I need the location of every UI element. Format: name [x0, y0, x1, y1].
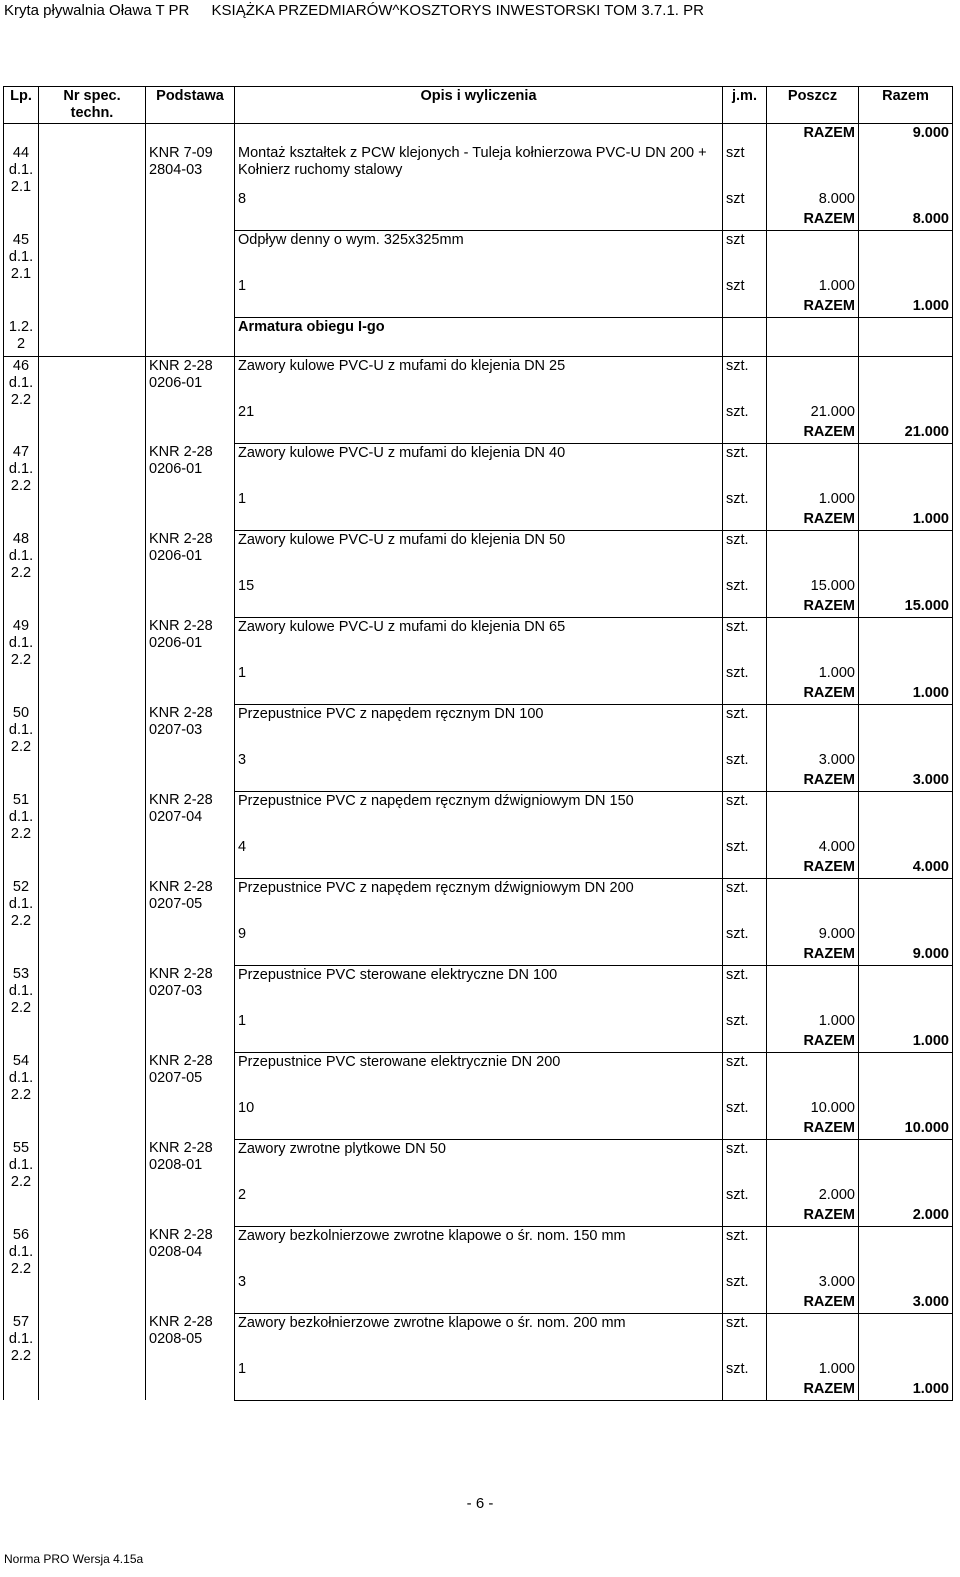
calc-unit: szt: [723, 190, 767, 210]
sum-label: RAZEM: [767, 858, 859, 879]
item-basis: KNR 2-28 0207-05: [146, 1052, 235, 1139]
item-description: Przepustnice PVC z napędem ręcznym dźwigniowym DN 200: [235, 878, 723, 925]
sum-label: RAZEM: [767, 423, 859, 444]
carry-row: [4, 124, 953, 145]
item-row: [4, 144, 953, 190]
calc-value: 3.000: [767, 1273, 859, 1293]
item-basis: KNR 2-28 0207-05: [146, 878, 235, 965]
calc-expression: 2: [235, 1186, 723, 1206]
calc-value: 15.000: [767, 577, 859, 597]
calc-value: 4.000: [767, 838, 859, 858]
calc-unit: szt: [723, 277, 767, 297]
sum-label: RAZEM: [767, 684, 859, 705]
calc-unit: szt.: [723, 751, 767, 771]
item-row: [4, 231, 953, 278]
page-header: [4, 2, 722, 19]
section-lp: 1.2. 2: [4, 318, 39, 357]
calc-value: 2.000: [767, 1186, 859, 1206]
item-basis: KNR 2-28 0208-01: [146, 1139, 235, 1226]
item-lp: 57 d.1. 2.2: [4, 1313, 39, 1400]
item-unit: szt.: [723, 530, 767, 577]
sum-value: 9.000: [859, 945, 953, 966]
calc-expression: 21: [235, 403, 723, 423]
item-unit: szt.: [723, 1226, 767, 1273]
calc-value: 1.000: [767, 1360, 859, 1380]
calc-expression: 9: [235, 925, 723, 945]
calc-expression: 10: [235, 1099, 723, 1119]
calc-expression: 1: [235, 490, 723, 510]
calc-value: 3.000: [767, 751, 859, 771]
item-unit: szt.: [723, 1052, 767, 1099]
item-row: [4, 1139, 953, 1186]
sum-value: 4.000: [859, 858, 953, 879]
item-unit: szt.: [723, 443, 767, 490]
item-unit: szt.: [723, 1313, 767, 1360]
item-lp: 48 d.1. 2.2: [4, 530, 39, 617]
item-basis: [146, 231, 235, 318]
sum-value: 1.000: [859, 684, 953, 705]
item-description: Zawory bezkołnierzowe zwrotne klapowe o śr. nom. 200 mm: [235, 1313, 723, 1360]
calc-unit: szt.: [723, 1099, 767, 1119]
item-unit: szt.: [723, 1139, 767, 1186]
item-description: Przepustnice PVC sterowane elektryczne DN 100: [235, 965, 723, 1012]
calc-unit: szt.: [723, 1186, 767, 1206]
item-basis: KNR 2-28 0206-01: [146, 356, 235, 443]
col-partial: Poszcz: [767, 87, 859, 124]
col-lp: Lp.: [4, 87, 39, 124]
sum-value: 1.000: [859, 297, 953, 318]
calc-value: 1.000: [767, 664, 859, 684]
calc-value: 9.000: [767, 925, 859, 945]
section-row: [4, 318, 953, 357]
calc-expression: 3: [235, 1273, 723, 1293]
calc-expression: 4: [235, 838, 723, 858]
item-lp: 53 d.1. 2.2: [4, 965, 39, 1052]
col-total: Razem: [859, 87, 953, 124]
calc-unit: szt.: [723, 1360, 767, 1380]
item-row: [4, 704, 953, 751]
item-lp: 44 d.1. 2.1: [4, 144, 39, 231]
item-lp: 50 d.1. 2.2: [4, 704, 39, 791]
item-description: Przepustnice PVC z napędem ręcznym dźwigniowym DN 150: [235, 791, 723, 838]
item-row: [4, 1313, 953, 1360]
sum-value: 1.000: [859, 1380, 953, 1401]
item-row: [4, 356, 953, 403]
item-description: Przepustnice PVC z napędem ręcznym DN 100: [235, 704, 723, 751]
calc-expression: 15: [235, 577, 723, 597]
calc-expression: 1: [235, 277, 723, 297]
sum-label: RAZEM: [767, 771, 859, 792]
sum-label: RAZEM: [767, 1119, 859, 1140]
item-lp: 52 d.1. 2.2: [4, 878, 39, 965]
sum-label: RAZEM: [767, 1032, 859, 1053]
item-row: [4, 1226, 953, 1273]
item-basis: KNR 7-09 2804-03: [146, 144, 235, 231]
col-unit: j.m.: [723, 87, 767, 124]
item-row: [4, 878, 953, 925]
sum-value: 3.000: [859, 771, 953, 792]
calc-expression: 1: [235, 664, 723, 684]
item-description: Przepustnice PVC sterowane elektrycznie DN 200: [235, 1052, 723, 1099]
sum-value: 1.000: [859, 510, 953, 531]
calc-value: 1.000: [767, 490, 859, 510]
item-basis: KNR 2-28 0207-04: [146, 791, 235, 878]
sum-label: RAZEM: [767, 1380, 859, 1401]
calc-value: 10.000: [767, 1099, 859, 1119]
col-desc: Opis i wyliczenia: [235, 87, 723, 124]
calc-unit: szt.: [723, 577, 767, 597]
calc-unit: szt.: [723, 664, 767, 684]
item-row: [4, 965, 953, 1012]
item-lp: 55 d.1. 2.2: [4, 1139, 39, 1226]
carry-total: 9.000: [859, 124, 953, 145]
document-title: KSIĄŻKA PRZEDMIARÓW^KOSZTORYS INWESTORSKI TOM 3.7.1. PR: [211, 2, 704, 19]
item-unit: szt.: [723, 791, 767, 838]
carry-label: RAZEM: [767, 124, 859, 145]
sum-value: 2.000: [859, 1206, 953, 1227]
sum-label: RAZEM: [767, 1293, 859, 1314]
calc-expression: 1: [235, 1012, 723, 1032]
item-unit: szt.: [723, 356, 767, 403]
calc-expression: 8: [235, 190, 723, 210]
calc-value: 1.000: [767, 277, 859, 297]
sum-value: 10.000: [859, 1119, 953, 1140]
item-lp: 47 d.1. 2.2: [4, 443, 39, 530]
sum-label: RAZEM: [767, 945, 859, 966]
calc-unit: szt.: [723, 403, 767, 423]
item-description: Zawory kulowe PVC-U z mufami do klejenia DN 40: [235, 443, 723, 490]
calc-value: 1.000: [767, 1012, 859, 1032]
calc-unit: szt.: [723, 838, 767, 858]
item-unit: szt.: [723, 878, 767, 925]
item-description: Zawory kulowe PVC-U z mufami do klejenia DN 50: [235, 530, 723, 577]
item-unit: szt.: [723, 965, 767, 1012]
project-title: Kryta pływalnia Oława T PR: [4, 2, 190, 19]
item-basis: KNR 2-28 0206-01: [146, 530, 235, 617]
calc-unit: szt.: [723, 925, 767, 945]
calc-unit: szt.: [723, 490, 767, 510]
item-row: [4, 791, 953, 838]
item-unit: szt: [723, 231, 767, 278]
sum-value: 15.000: [859, 597, 953, 618]
item-basis: KNR 2-28 0207-03: [146, 704, 235, 791]
item-lp: 46 d.1. 2.2: [4, 356, 39, 443]
col-spec: Nr spec. techn.: [39, 87, 146, 124]
calc-value: 8.000: [767, 190, 859, 210]
calc-unit: szt.: [723, 1012, 767, 1032]
calc-value: 21.000: [767, 403, 859, 423]
item-basis: KNR 2-28 0206-01: [146, 617, 235, 704]
page-number: - 6 -: [466, 1495, 494, 1512]
sum-label: RAZEM: [767, 510, 859, 531]
item-row: [4, 530, 953, 577]
item-basis: KNR 2-28 0206-01: [146, 443, 235, 530]
item-description: Odpływ denny o wym. 325x325mm: [235, 231, 723, 278]
section-title: Armatura obiegu I-go: [235, 318, 723, 357]
sum-value: 21.000: [859, 423, 953, 444]
item-description: Zawory zwrotne plytkowe DN 50: [235, 1139, 723, 1186]
calc-unit: szt.: [723, 1273, 767, 1293]
item-unit: szt.: [723, 704, 767, 751]
sum-label: RAZEM: [767, 210, 859, 231]
item-description: Montaż kształtek z PCW klejonych - Tuleja kołnierzowa PVC-U DN 200 + Kołnierz ruchomy stalowy: [235, 144, 723, 190]
item-basis: KNR 2-28 0207-03: [146, 965, 235, 1052]
cost-estimate-table: [3, 86, 953, 1401]
item-description: Zawory kulowe PVC-U z mufami do klejenia DN 25: [235, 356, 723, 403]
sum-value: 8.000: [859, 210, 953, 231]
item-row: [4, 443, 953, 490]
col-basis: Podstawa: [146, 87, 235, 124]
item-description: Zawory bezkolnierzowe zwrotne klapowe o śr. nom. 150 mm: [235, 1226, 723, 1273]
item-lp: 45 d.1. 2.1: [4, 231, 39, 318]
item-row: [4, 617, 953, 664]
item-lp: 54 d.1. 2.2: [4, 1052, 39, 1139]
sum-value: 1.000: [859, 1032, 953, 1053]
sum-label: RAZEM: [767, 1206, 859, 1227]
sum-label: RAZEM: [767, 297, 859, 318]
calc-expression: 3: [235, 751, 723, 771]
software-version: Norma PRO Wersja 4.15a: [4, 1552, 144, 1566]
sum-value: 3.000: [859, 1293, 953, 1314]
table-header-row: [4, 87, 953, 124]
item-basis: KNR 2-28 0208-05: [146, 1313, 235, 1400]
item-unit: szt: [723, 144, 767, 190]
item-row: [4, 1052, 953, 1099]
item-lp: 49 d.1. 2.2: [4, 617, 39, 704]
item-lp: 51 d.1. 2.2: [4, 791, 39, 878]
sum-label: RAZEM: [767, 597, 859, 618]
item-basis: KNR 2-28 0208-04: [146, 1226, 235, 1313]
calc-expression: 1: [235, 1360, 723, 1380]
item-lp: 56 d.1. 2.2: [4, 1226, 39, 1313]
item-description: Zawory kulowe PVC-U z mufami do klejenia DN 65: [235, 617, 723, 664]
item-unit: szt.: [723, 617, 767, 664]
